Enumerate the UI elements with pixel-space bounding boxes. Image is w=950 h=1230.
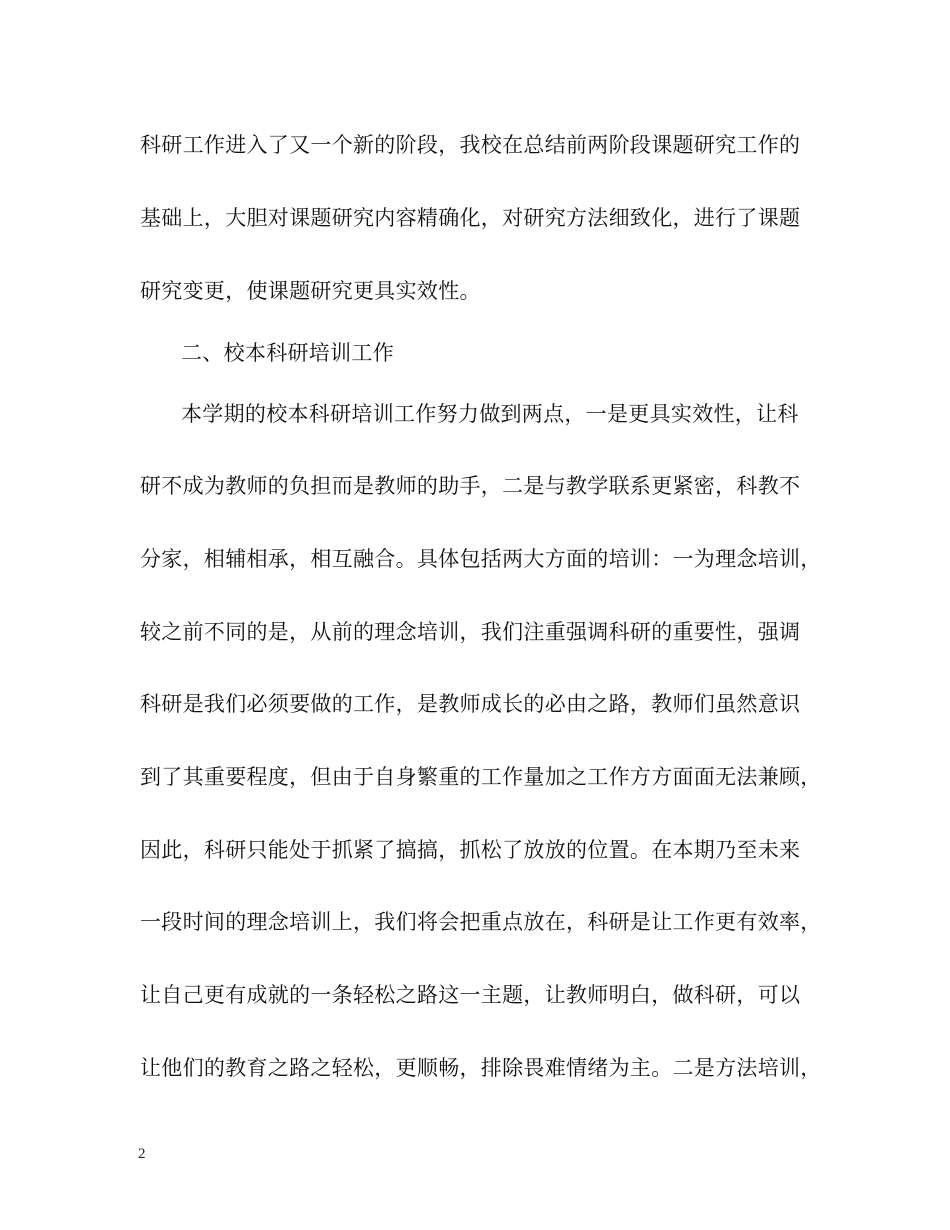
- text-line: 让他们的教育之路之轻松，更顺畅，排除畏难情绪为主。二是方法培训，: [140, 1056, 822, 1080]
- text-line: 研究变更，使课题研究更具实效性。: [140, 279, 481, 303]
- section-heading: 二、校本科研培训工作: [181, 341, 394, 365]
- text-line: 让自己更有成就的一条轻松之路这一主题，让教师明白，做科研，可以: [140, 983, 801, 1007]
- page-number: 2: [138, 1146, 146, 1162]
- text-line: 一段时间的理念培训上，我们将会把重点放在，科研是让工作更有效率，: [140, 910, 822, 934]
- text-line: 科研工作进入了又一个新的阶段，我校在总结前两阶段课题研究工作的: [140, 133, 801, 157]
- text-line: 因此，科研只能处于抓紧了搞搞，抓松了放放的位置。在本期乃至未来: [140, 838, 801, 862]
- text-line: 到了其重要程度，但由于自身繁重的工作量加之工作方方面面无法兼顾，: [140, 765, 822, 789]
- text-line: 基础上，大胆对课题研究内容精确化，对研究方法细致化，进行了课题: [140, 206, 801, 230]
- text-line: 科研是我们必须要做的工作，是教师成长的必由之路，教师们虽然意识: [140, 692, 801, 716]
- text-line: 本学期的校本科研培训工作努力做到两点，一是更具实效性，让科: [181, 402, 799, 426]
- text-line: 分家，相辅相承，相互融合。具体包括两大方面的培训：一为理念培训，: [140, 547, 822, 571]
- text-line: 研不成为教师的负担而是教师的助手，二是与教学联系更紧密，科教不: [140, 474, 801, 498]
- text-line: 较之前不同的是，从前的理念培训，我们注重强调科研的重要性，强调: [140, 620, 801, 644]
